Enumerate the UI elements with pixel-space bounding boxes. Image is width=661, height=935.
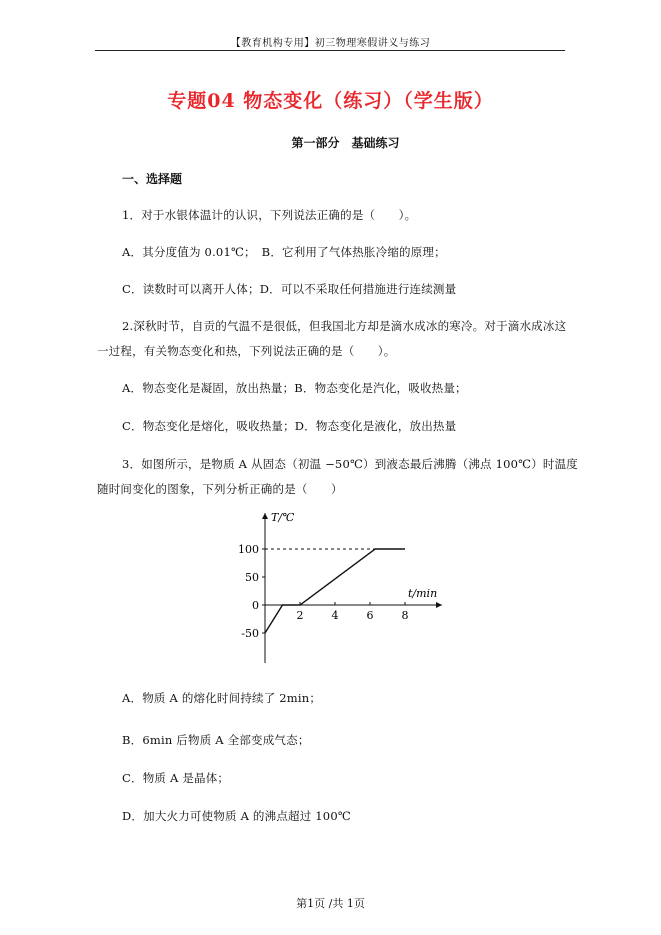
question-3-option-a: A．物质 A 的熔化时间持续了 2min；	[122, 691, 322, 705]
y-tick-label: 0	[252, 599, 259, 612]
x-tick-label: 4	[331, 609, 339, 622]
y-tick-label: 50	[245, 571, 259, 584]
section-heading: 一、选择题	[122, 172, 183, 186]
question-1-stem: 1．对于水银体温计的认识，下列说法正确的是（ ）。	[122, 208, 417, 222]
page-title: 专题04 物态变化（练习）（学生版）	[167, 90, 494, 112]
x-axis-label: t/min	[408, 587, 438, 600]
x-tick-label: 2	[296, 609, 304, 622]
header-divider	[95, 50, 565, 51]
page-header: 【教育机构专用】初三物理寒假讲义与练习	[230, 38, 431, 49]
page-footer: 第1页 /共 1页	[296, 897, 365, 910]
part-subtitle: 第一部分 基础练习	[291, 136, 400, 150]
chart-svg	[230, 505, 450, 665]
question-2-stem-line1: 2.深秋时节，自贡的气温不是很低，但我国北方却是滴水成冰的寒冷。对于滴水成冰这	[122, 319, 567, 333]
question-1-options-ab: A．其分度值为 0.01℃； B．它利用了气体热胀冷缩的原理；	[122, 245, 446, 259]
question-3-stem-line2: 随时间变化的图象，下列分析正确的是（ ）	[97, 482, 343, 496]
question-3-stem-line1: 3．如图所示，是物质 A 从固态（初温 −50℃）到液态最后沸腾（沸点 100℃）时温度	[122, 457, 578, 471]
question-3-option-c: C．物质 A 是晶体；	[122, 771, 230, 785]
x-tick-label: 8	[401, 609, 409, 622]
y-axis-label: T/℃	[271, 511, 295, 524]
temperature-time-chart	[230, 505, 450, 669]
question-2-options-cd: C．物态变化是熔化，吸收热量；D．物态变化是液化，放出热量	[122, 419, 457, 433]
question-2-stem-line2: 一过程，有关物态变化和热，下列说法正确的是（ ）。	[97, 344, 396, 358]
question-2-options-ab: A．物态变化是凝固，放出热量；B．物态变化是汽化，吸收热量；	[122, 381, 467, 395]
y-tick-label: -50	[241, 627, 259, 640]
question-3-option-b: B．6min 后物质 A 全部变成气态；	[122, 733, 310, 747]
question-3-option-d: D．加大火力可使物质 A 的沸点超过 100℃	[122, 809, 351, 823]
y-tick-label: 100	[238, 543, 259, 556]
question-1-options-cd: C．读数时可以离开人体；D．可以不采取任何措施进行连续测量	[122, 282, 457, 296]
x-tick-label: 6	[366, 609, 374, 622]
